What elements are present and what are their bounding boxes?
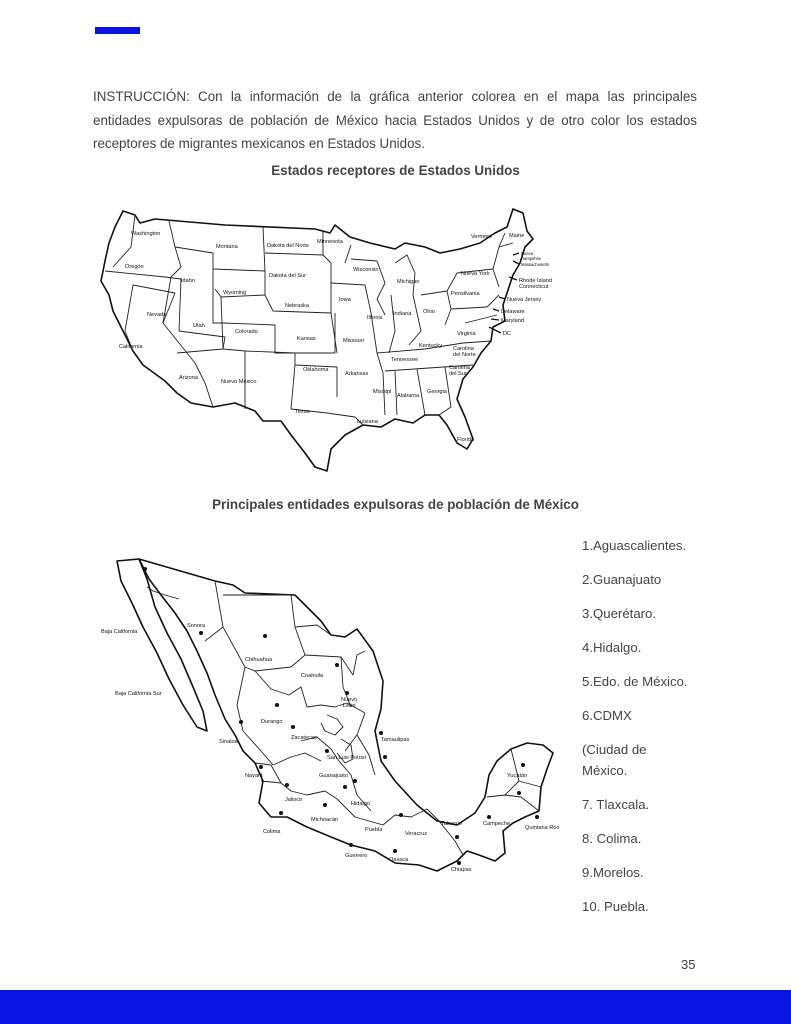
svg-text:Baja California Sur: Baja California Sur xyxy=(115,691,162,697)
list-item: 7. Tlaxcala. xyxy=(582,797,650,812)
svg-text:Virginia: Virginia xyxy=(457,331,476,337)
list-item: 3.Querétaro. xyxy=(582,606,657,621)
svg-text:del Norte: del Norte xyxy=(453,352,476,358)
svg-text:Colorado: Colorado xyxy=(235,329,258,335)
svg-text:Durango: Durango xyxy=(261,719,283,725)
svg-text:Vermont: Vermont xyxy=(471,234,492,240)
page-number: 35 xyxy=(681,957,696,972)
svg-text:Oaxaca: Oaxaca xyxy=(389,857,409,863)
svg-text:Utah: Utah xyxy=(193,323,205,329)
list-item: (Ciudad de xyxy=(582,742,647,757)
svg-text:Hidalgo: Hidalgo xyxy=(351,801,370,807)
svg-text:Minnesota: Minnesota xyxy=(317,239,343,245)
svg-text:Washington: Washington xyxy=(131,231,161,237)
svg-text:Veracruz: Veracruz xyxy=(405,831,428,837)
list-item: 10. Puebla. xyxy=(582,899,649,914)
svg-text:Indiana: Indiana xyxy=(393,311,412,317)
svg-text:Pensilvania: Pensilvania xyxy=(451,291,480,297)
svg-text:Nueva York: Nueva York xyxy=(461,271,490,277)
svg-text:Michigan: Michigan xyxy=(397,279,420,285)
svg-text:Quintana Roo: Quintana Roo xyxy=(525,825,560,831)
list-item: 6.CDMX xyxy=(582,708,632,723)
svg-text:Jalisco: Jalisco xyxy=(285,797,303,803)
svg-text:San Luis Potosí: San Luis Potosí xyxy=(327,755,367,761)
list-item: 4.Hidalgo. xyxy=(582,640,642,655)
svg-text:Nayarit: Nayarit xyxy=(245,773,263,779)
top-accent-bar xyxy=(95,27,140,34)
svg-text:Sinaloa: Sinaloa xyxy=(219,739,238,745)
svg-text:Alabama: Alabama xyxy=(397,393,420,399)
svg-text:Nuevo México: Nuevo México xyxy=(221,379,257,385)
svg-text:Zacatecas: Zacatecas xyxy=(291,735,317,741)
svg-text:Tennessee: Tennessee xyxy=(391,357,419,363)
svg-text:Montana: Montana xyxy=(216,244,238,250)
list-item: México. xyxy=(582,763,628,778)
svg-text:Michoacán: Michoacán xyxy=(311,817,339,823)
svg-text:Luisiana: Luisiana xyxy=(357,419,378,425)
svg-text:Rhode Island: Rhode Island xyxy=(519,278,552,284)
svg-text:Connecticut: Connecticut xyxy=(519,284,549,290)
svg-text:Massachusetts: Massachusetts xyxy=(521,262,549,267)
svg-text:Oregón: Oregón xyxy=(125,264,144,270)
svg-text:León: León xyxy=(343,703,356,709)
svg-text:Chihuahua: Chihuahua xyxy=(245,657,273,663)
svg-text:Florida: Florida xyxy=(457,437,475,443)
svg-text:Nebraska: Nebraska xyxy=(285,303,309,309)
svg-text:DC: DC xyxy=(503,331,512,337)
mexico-map xyxy=(95,555,575,905)
svg-text:Oklahoma: Oklahoma xyxy=(303,367,329,373)
svg-text:Tamaulipas: Tamaulipas xyxy=(381,737,410,743)
svg-text:Nueva: Nueva xyxy=(521,251,534,256)
expelling-states-list xyxy=(582,529,722,924)
list-item: 5.Edo. de México. xyxy=(582,674,688,689)
us-map-title: Estados receptores de Estados Unidos xyxy=(271,163,520,178)
svg-text:Missouri: Missouri xyxy=(343,338,364,344)
us-map xyxy=(95,203,565,475)
list-item: 9.Morelos. xyxy=(582,865,644,880)
svg-text:Yucatán: Yucatán xyxy=(507,773,528,779)
svg-text:Dakota del Norte: Dakota del Norte xyxy=(267,243,309,249)
svg-text:Chiapas: Chiapas xyxy=(451,867,472,873)
svg-text:Carolina: Carolina xyxy=(453,346,474,352)
svg-text:Kentucky: Kentucky xyxy=(419,343,443,349)
svg-text:Guanajuato: Guanajuato xyxy=(319,773,348,779)
svg-text:Maine: Maine xyxy=(509,233,525,239)
bottom-accent-bar xyxy=(0,990,791,1024)
us-outline xyxy=(101,209,533,471)
svg-text:Baja California: Baja California xyxy=(101,629,138,635)
svg-text:Coahuila: Coahuila xyxy=(301,673,324,679)
svg-text:Arizona: Arizona xyxy=(179,375,198,381)
svg-text:Arkansas: Arkansas xyxy=(345,371,369,377)
list-item: 1.Aguascalientes. xyxy=(582,538,687,553)
instruction-text: INSTRUCCIÓN: Con la información de la gráfica anterior colorea en el mapa las principales entidades expulsoras de población de México hacia Estados Unidos y de otro color los estados receptores de migrantes mexicanos en Estados Unidos. xyxy=(93,89,697,151)
list-item: 8. Colima. xyxy=(582,831,642,846)
svg-text:Texas: Texas xyxy=(295,409,310,415)
list-item: 2.Guanajuato xyxy=(582,572,662,587)
svg-text:Illinois: Illinois xyxy=(367,315,383,321)
svg-text:Carolina: Carolina xyxy=(449,365,470,371)
svg-text:Delaware: Delaware xyxy=(501,309,525,315)
svg-text:Iowa: Iowa xyxy=(339,297,351,303)
svg-text:Nevada: Nevada xyxy=(147,312,167,318)
svg-text:Kansas: Kansas xyxy=(297,336,316,342)
svg-text:Ohio: Ohio xyxy=(423,309,435,315)
svg-text:Maryland: Maryland xyxy=(501,318,525,324)
svg-text:Campeche: Campeche xyxy=(483,821,511,827)
svg-text:Guerrero: Guerrero xyxy=(345,853,368,859)
svg-text:Idaho: Idaho xyxy=(181,278,195,284)
svg-text:California: California xyxy=(119,344,143,350)
svg-text:Puebla: Puebla xyxy=(365,827,383,833)
svg-text:Misisipi: Misisipi xyxy=(373,389,392,395)
svg-text:Georgia: Georgia xyxy=(427,389,447,395)
svg-text:Wyoming: Wyoming xyxy=(223,290,247,296)
svg-text:Nueva Jersey: Nueva Jersey xyxy=(507,297,542,303)
mx-map-title: Principales entidades expulsoras de población de México xyxy=(212,497,579,512)
svg-text:Sonora: Sonora xyxy=(187,623,206,629)
svg-text:Tabasco: Tabasco xyxy=(441,821,462,827)
svg-text:Hampshire: Hampshire xyxy=(521,256,542,261)
svg-text:del Sur: del Sur xyxy=(449,371,467,377)
svg-text:Wisconsin: Wisconsin xyxy=(353,267,379,273)
svg-text:Nuevo: Nuevo xyxy=(341,697,358,703)
svg-text:Colima: Colima xyxy=(263,829,281,835)
svg-text:Dakota del Sur: Dakota del Sur xyxy=(269,273,307,279)
